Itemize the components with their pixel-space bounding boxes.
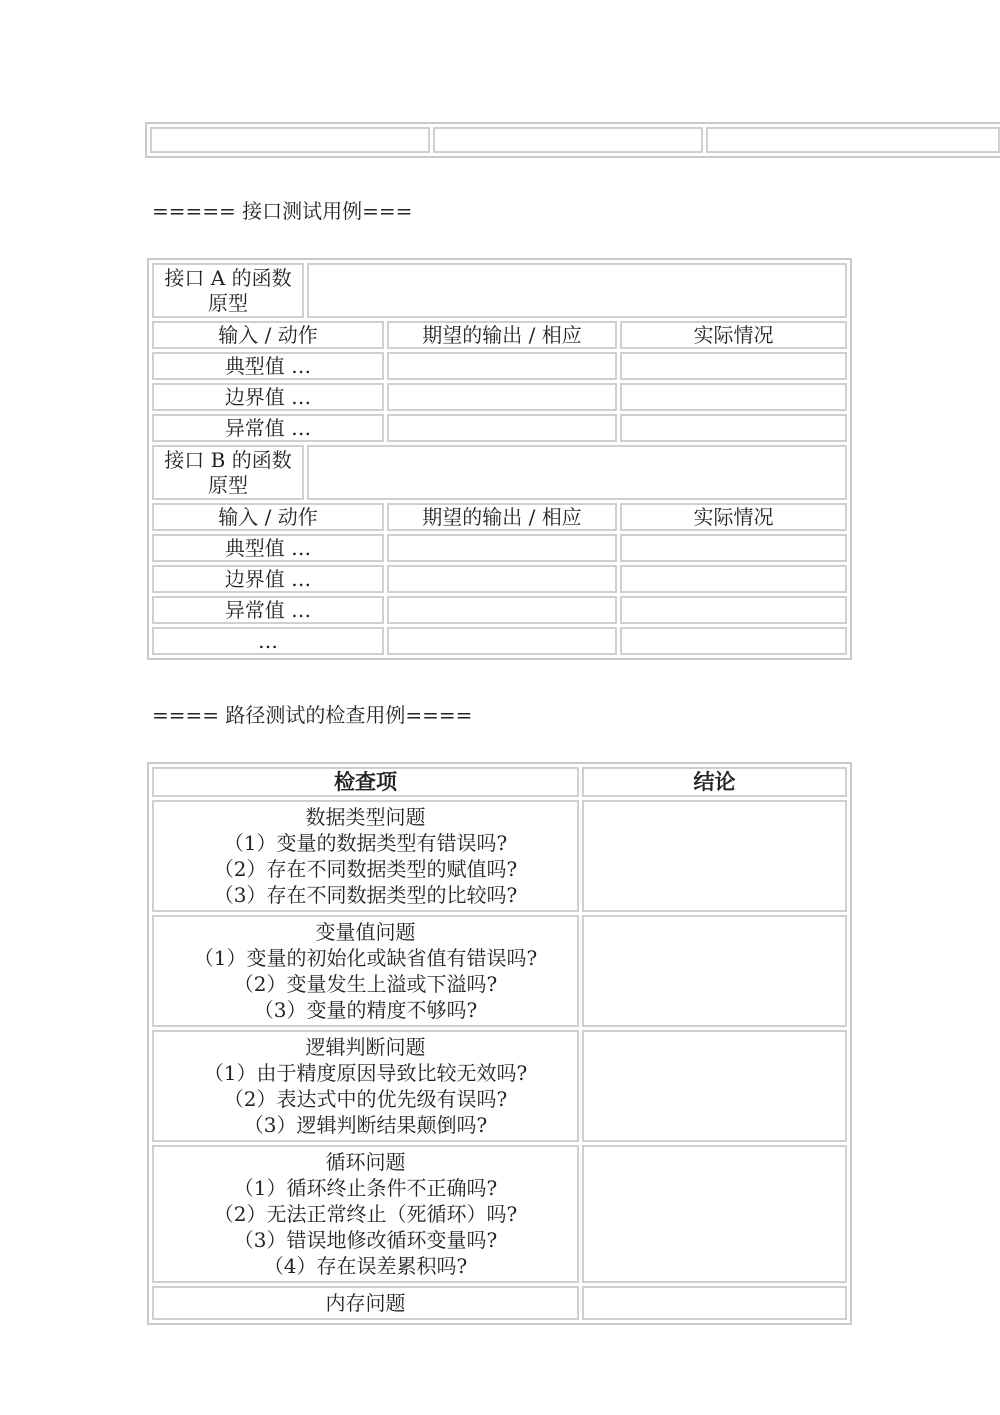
check-item-line: （1）循环终止条件不正确吗?: [233, 1176, 498, 1200]
empty-cell: [620, 534, 847, 562]
empty-cell: [620, 383, 847, 411]
check-item: [152, 1030, 579, 1142]
col-header-input: 输入 / 动作: [152, 503, 384, 531]
table-row-label: 边界值 …: [152, 383, 384, 411]
conclusion-cell: [582, 1145, 847, 1283]
table-row-label: 异常值 …: [152, 596, 384, 624]
check-item-line: （1）由于精度原因导致比较无效吗?: [203, 1061, 528, 1085]
check-item: [152, 1145, 579, 1283]
check-item-line: （3）错误地修改循环变量吗?: [233, 1228, 498, 1252]
table-row-label: …: [152, 627, 384, 655]
conclusion-cell: [582, 800, 847, 912]
check-item-title: 内存问题: [325, 1291, 406, 1315]
empty-cell: [387, 627, 617, 655]
check-item-line: （1）变量的初始化或缺省值有错误吗?: [193, 946, 538, 970]
empty-cell: [620, 596, 847, 624]
empty-cell: [620, 565, 847, 593]
interface-test-heading: ===== 接口测试用例===: [152, 199, 413, 223]
check-item: [152, 915, 579, 1027]
check-item-title: 数据类型问题: [305, 805, 426, 829]
interface-b-prototype-cell: [307, 445, 847, 500]
empty-cell: [620, 414, 847, 442]
empty-cell: [433, 127, 703, 153]
check-item: [152, 1286, 579, 1320]
empty-cell: [387, 352, 617, 380]
empty-cell: [387, 565, 617, 593]
interface-test-table: [147, 258, 852, 660]
table-row-label: 典型值 …: [152, 352, 384, 380]
check-item-title: 逻辑判断问题: [305, 1035, 426, 1059]
empty-cell: [387, 534, 617, 562]
path-test-table: [147, 762, 852, 1325]
empty-cell: [620, 627, 847, 655]
table-row-label: 典型值 …: [152, 534, 384, 562]
conclusion-cell: [582, 1030, 847, 1142]
col-header-expected: 期望的输出 / 相应: [387, 321, 617, 349]
check-item-line: （3）逻辑判断结果颠倒吗?: [243, 1113, 488, 1137]
empty-cell: [387, 383, 617, 411]
check-item-line: （3）变量的精度不够吗?: [253, 998, 478, 1022]
path-test-heading: ==== 路径测试的检查用例====: [152, 703, 473, 727]
empty-cell: [620, 352, 847, 380]
empty-cell: [387, 596, 617, 624]
check-item: [152, 800, 579, 912]
empty-cell: [150, 127, 430, 153]
interface-b-name: 接口 B 的函数原型: [152, 445, 304, 500]
col-header-expected: 期望的输出 / 相应: [387, 503, 617, 531]
check-item-line: （1）变量的数据类型有错误吗?: [223, 831, 508, 855]
col-header-input: 输入 / 动作: [152, 321, 384, 349]
conclusion-cell: [582, 1286, 847, 1320]
check-item-line: （3）存在不同数据类型的比较吗?: [213, 883, 518, 907]
interface-a-name: 接口 A 的函数原型: [152, 263, 304, 318]
check-item-title: 循环问题: [325, 1150, 406, 1174]
check-item-title: 变量值问题: [315, 920, 416, 944]
interface-a-prototype-cell: [307, 263, 847, 318]
table-row-label: 异常值 …: [152, 414, 384, 442]
conclusion-cell: [582, 915, 847, 1027]
col-header-actual: 实际情况: [620, 321, 847, 349]
check-item-line: （2）变量发生上溢或下溢吗?: [233, 972, 498, 996]
empty-cell: [706, 127, 1000, 153]
top-empty-table: [145, 122, 1000, 158]
col-header-conclusion: 结论: [582, 767, 847, 797]
table-row-label: 边界值 …: [152, 565, 384, 593]
col-header-check-item: 检查项: [152, 767, 579, 797]
check-item-line: （2）表达式中的优先级有误吗?: [223, 1087, 508, 1111]
check-item-line: （2）无法正常终止（死循环）吗?: [213, 1202, 518, 1226]
col-header-actual: 实际情况: [620, 503, 847, 531]
check-item-line: （2）存在不同数据类型的赋值吗?: [213, 857, 518, 881]
check-item-line: （4）存在误差累积吗?: [263, 1254, 468, 1278]
empty-cell: [387, 414, 617, 442]
